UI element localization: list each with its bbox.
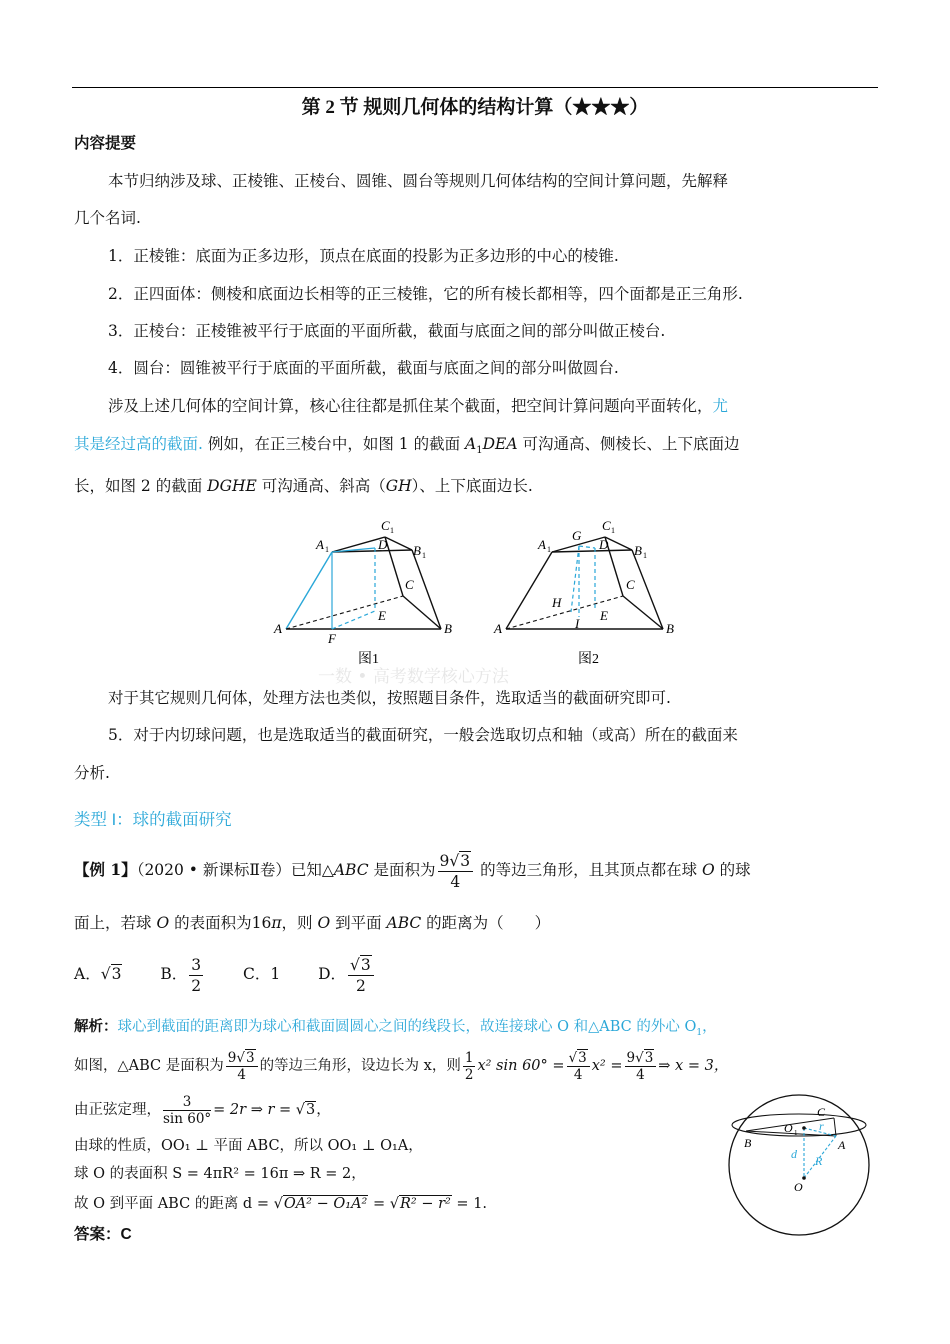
section-heading-type-1: 类型 I：球的截面研究 <box>74 811 232 829</box>
math-var: ABC <box>333 861 369 879</box>
definition-item-1: 1．正棱锥：底面为正多边形，顶点在底面的投影为正多边形的中心的棱锥. <box>108 247 619 265</box>
radicand: 3 <box>578 1049 587 1066</box>
answer: 答案：C <box>74 1226 132 1243</box>
radicand: 3 <box>245 1049 255 1066</box>
option-d <box>318 955 376 995</box>
intro-heading: 内容提要 <box>74 133 137 152</box>
solution-line-1 <box>74 1016 880 1044</box>
text: = <box>368 1196 386 1212</box>
label-sub: 1 <box>643 551 647 560</box>
label-E: E <box>600 608 608 623</box>
num: 9 <box>227 1049 237 1066</box>
text: ）、上下底面边长. <box>411 477 533 495</box>
text: 可沟通高、斜高（ <box>256 477 386 495</box>
edge-AA1 <box>286 552 332 629</box>
text: 涉及上述几何体的空间计算，核心往往都是抓住某个截面，把空间计算问题向平面转化， <box>108 397 713 415</box>
sphere-figure <box>724 1090 874 1240</box>
edge-BB1 <box>632 550 663 629</box>
fraction-denominator: 2 <box>191 976 202 995</box>
fraction <box>625 1050 657 1083</box>
num: 9 <box>626 1049 636 1066</box>
edge-AA1 <box>506 552 552 629</box>
label-sub: 1 <box>422 551 426 560</box>
label-E: E <box>378 608 386 623</box>
intro-paragraph-1b: 几个名词. <box>74 209 141 227</box>
label-O1: O <box>784 1121 793 1135</box>
cross-section-circle <box>732 1114 866 1136</box>
text: ， <box>316 1102 331 1118</box>
text: 由正弦定理， <box>74 1102 161 1118</box>
label-R: R <box>815 1154 823 1168</box>
math-var: GH <box>385 477 412 495</box>
solution-line-5: 球 O 的表面积 S = 4πR² = 16π ⇒ R = 2， <box>74 1166 366 1182</box>
text: = 1. <box>451 1196 488 1212</box>
text: 是面积为 <box>368 861 436 879</box>
text: 到平面 <box>330 914 387 932</box>
label-C: C <box>626 577 635 592</box>
sphere-outline <box>729 1095 869 1235</box>
num: 9 <box>439 851 450 870</box>
math-expr: ⇒ x = 3， <box>658 1058 729 1074</box>
solution-line-2 <box>74 1044 880 1088</box>
label-I: I <box>575 616 580 631</box>
fraction-numerator: 3 <box>191 955 202 974</box>
fraction-denominator: 2 <box>355 976 366 995</box>
fraction-denominator: 4 <box>573 1066 583 1083</box>
intro-paragraph-1a: 本节归纳涉及球、正棱锥、正棱台、圆锥、圆台等规则几何体结构的空间计算问题，先解释 <box>108 172 729 190</box>
figure-1-frustum <box>266 512 466 672</box>
text: 长，如图 2 的截面 <box>74 477 208 495</box>
definition-item-4: 4．圆台：圆锥被平行于底面的平面所截，截面与底面之间的部分叫做圆台. <box>108 359 619 377</box>
text: 故 O 到平面 ABC 的距离 d = <box>74 1196 269 1212</box>
definition-item-2: 2．正四面体：侧棱和底面边长相等的正三棱锥，它的所有棱长都相等，四个面都是正三角形. <box>108 285 743 303</box>
point-O <box>802 1176 806 1180</box>
example-1-options <box>74 952 880 996</box>
radicand: R² − r² <box>399 1196 451 1212</box>
solution-line-3: 由正弦定理， $\frac{3}{\sin 60^\circ}$ = 2r ⇒ r = √3， <box>74 1093 331 1127</box>
slant-height-GH <box>571 546 579 612</box>
text: 的等边三角形，且其顶点都在球 <box>475 861 703 879</box>
fraction-numerator: 9√3 <box>226 1050 258 1067</box>
segment-FE <box>332 611 375 629</box>
label-A: A <box>838 1138 846 1152</box>
segment-GD <box>579 546 595 548</box>
text: 可沟通高、侧棱长、上下底面边 <box>517 435 740 453</box>
figure-2-frustum <box>486 512 686 672</box>
label-B1: B <box>413 543 421 558</box>
label-C1: C <box>381 518 390 533</box>
label-B: B <box>744 1136 752 1150</box>
label-B1: B <box>634 543 642 558</box>
label-r: r <box>819 1119 824 1133</box>
math-var: A <box>465 435 477 453</box>
option-d-label: D． <box>318 965 347 983</box>
option-a-label: A． <box>74 965 101 983</box>
text: 例如，在正三棱台中，如图 1 的截面 <box>202 435 466 453</box>
label-O: O <box>794 1180 803 1194</box>
fraction-denominator: 4 <box>636 1066 645 1083</box>
example-1-line-1 <box>74 848 880 892</box>
radicand: OA² − O₁A² <box>283 1196 368 1212</box>
fraction-numerator: 9√3 <box>625 1050 657 1067</box>
intro-paragraph-2a <box>108 395 914 417</box>
fraction <box>567 1050 590 1083</box>
label-A1: A <box>538 537 546 552</box>
fraction-denominator: 4 <box>237 1066 246 1083</box>
fraction-numerator: √3 <box>348 955 374 976</box>
radicand: 3 <box>460 851 471 870</box>
label-sub: 1 <box>794 1129 798 1137</box>
example-1-line-2 <box>74 912 880 934</box>
fraction-numerator: 9√3 <box>438 851 474 872</box>
math-expr: x² = <box>591 1058 623 1074</box>
text: 的距离为（ ） <box>421 914 551 932</box>
math-var: π <box>271 914 282 932</box>
option-b-label: B． <box>160 965 188 983</box>
highlight-text: 其是经过高的截面. <box>74 435 203 453</box>
label-A1: A <box>316 537 324 552</box>
math-var: ABC <box>386 914 422 932</box>
radicand: 3 <box>644 1049 654 1066</box>
text: 面上，若球 <box>74 914 157 932</box>
highlight-text: 尤 <box>712 397 729 415</box>
point-O1 <box>802 1126 806 1130</box>
label-sub: 1 <box>325 545 329 554</box>
edge-CA <box>834 1118 836 1136</box>
page-title: 第 2 节 规则几何体的结构计算（★★★） <box>301 97 649 118</box>
fraction-9sqrt3-over-4 <box>438 851 474 892</box>
fraction-numerator: 1 <box>464 1049 474 1066</box>
text: 的球 <box>714 861 751 879</box>
edge-A1B1 <box>552 550 632 552</box>
intro-paragraph-4a: 5．对于内切球问题，也是选取适当的截面研究，一般会选取切点和轴（或高）所在的截面来 <box>108 726 738 744</box>
math-expr: x² sin 60° = <box>477 1058 565 1074</box>
fraction-denominator: 2 <box>464 1066 474 1083</box>
solution-line-4: 由球的性质，OO₁ ⊥ 平面 ABC，所以 OO₁ ⊥ O₁A， <box>74 1138 423 1154</box>
text: 的等边三角形，设边长为 x，则 <box>259 1058 461 1074</box>
fraction <box>163 1094 211 1127</box>
math-var: O <box>156 914 170 932</box>
fraction-denominator: sin 60° <box>163 1110 212 1127</box>
label-d: d <box>791 1147 797 1161</box>
label-D: D <box>378 537 388 552</box>
label-A: A <box>494 621 502 636</box>
radicand: 3 <box>360 955 371 974</box>
fraction-denominator: 4 <box>450 872 461 891</box>
option-a: A．√3 <box>74 965 122 983</box>
text: （2020 • 新课标Ⅱ卷）已知△ <box>136 861 334 879</box>
text: ， <box>702 1019 717 1035</box>
fraction <box>189 955 203 996</box>
definition-item-3: 3．正棱台：正棱锥被平行于底面的平面所截，截面与底面之间的部分叫做正棱台. <box>108 322 666 340</box>
label-F: F <box>328 631 336 646</box>
option-b <box>160 955 205 995</box>
label-C: C <box>405 577 414 592</box>
math-expr: = 2r ⇒ r = <box>213 1102 292 1118</box>
fraction-numerator: √3 <box>567 1050 590 1067</box>
intro-paragraph-4b: 分析. <box>74 764 110 782</box>
radicand: 3 <box>306 1102 316 1118</box>
math-var: DGHE <box>207 477 257 495</box>
math-sub: 1 <box>696 1027 703 1038</box>
edge-CC1 <box>385 537 403 596</box>
solution-label: 解析： <box>74 1019 118 1035</box>
text: ，则 <box>281 914 318 932</box>
solution-hint: 球心到截面的距离即为球心和截面圆圆心之间的线段长，故连接球心 O 和△ABC 的外心 O <box>117 1019 697 1035</box>
label-sub: 1 <box>390 526 394 535</box>
intro-paragraph-3: 对于其它规则几何体，处理方法也类似，按照题目条件，选取适当的截面研究即可. <box>108 689 671 707</box>
math-sub: 1 <box>476 445 483 457</box>
solution-line-6: 故 O 到平面 ABC 的距离 d = √OA² − O₁A² = √R² − r² = 1. <box>74 1196 488 1212</box>
header-rule <box>72 87 878 88</box>
text: 的表面积为16 <box>169 914 272 932</box>
example-tag: 【例 1】 <box>74 860 137 879</box>
label-B: B <box>444 621 452 636</box>
fraction <box>226 1050 258 1083</box>
label-A: A <box>274 621 282 636</box>
fraction <box>348 955 374 996</box>
fraction-numerator: 3 <box>163 1094 211 1111</box>
label-sub: 1 <box>611 526 615 535</box>
math-var: DEA <box>482 435 518 453</box>
fraction <box>463 1050 476 1083</box>
text: 如图，△ABC 是面积为 <box>74 1058 224 1074</box>
figure-1-caption: 图1 <box>358 652 379 667</box>
label-C: C <box>817 1105 826 1119</box>
watermark: 一数 • 高考数学核心方法 <box>318 667 509 687</box>
math-var: O <box>317 914 331 932</box>
radicand: 3 <box>111 965 122 983</box>
intro-paragraph-2c <box>74 475 880 497</box>
label-H: H <box>552 595 562 610</box>
label-sub: 1 <box>547 545 551 554</box>
label-C1: C <box>602 518 611 533</box>
label-G: G <box>572 528 582 543</box>
figure-2-caption: 图2 <box>578 652 599 667</box>
math-var: O <box>702 861 715 879</box>
intro-paragraph-2b <box>74 433 880 462</box>
label-D: D <box>599 537 609 552</box>
option-c: C．1 <box>242 965 281 983</box>
label-B: B <box>666 621 674 636</box>
